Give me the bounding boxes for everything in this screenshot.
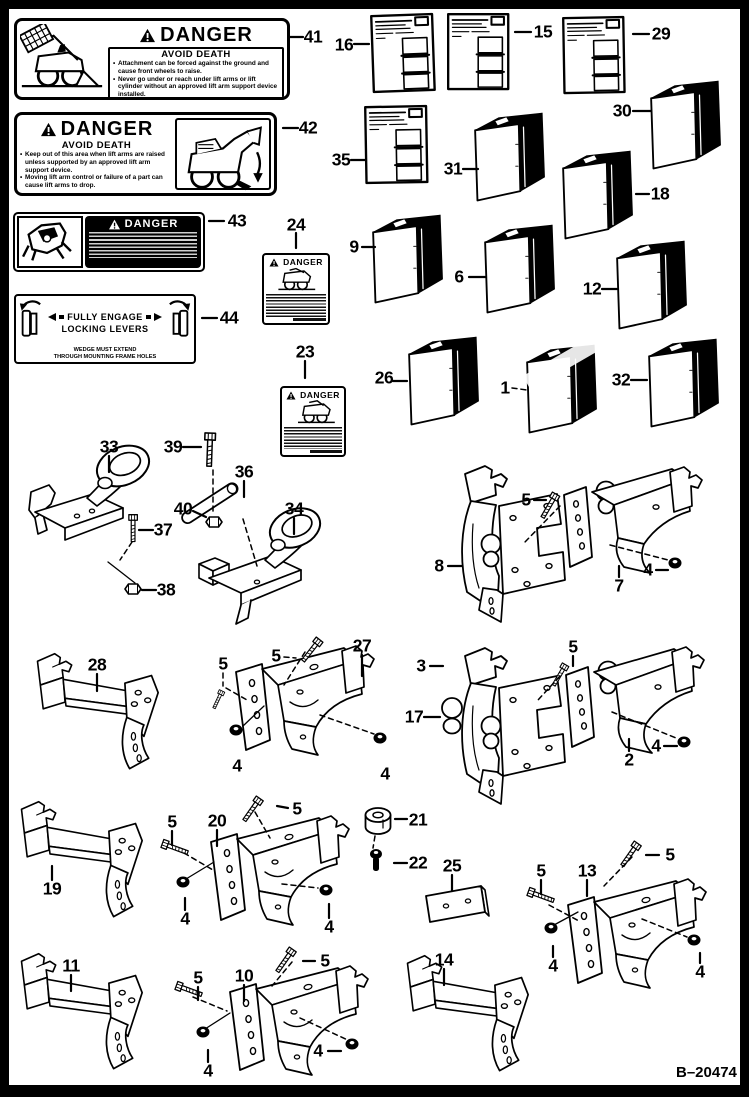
bracket-13 (568, 879, 706, 988)
part-number-callout: 5 (536, 860, 546, 881)
part-number-callout: 5 (271, 645, 281, 666)
part-number-callout: 42 (298, 117, 318, 138)
part-number-callout: 4 (232, 755, 242, 776)
nut-4f (320, 885, 333, 896)
bracket-7 (564, 467, 702, 573)
loader-illustration (266, 267, 326, 293)
locking-levers-decal-44 (14, 294, 196, 364)
part-number-callout: 28 (87, 654, 107, 675)
danger-43-panel (85, 216, 201, 268)
bracket-14 (408, 956, 529, 1071)
nut-connector-lines (108, 562, 578, 1029)
skid-steer-lift-arm-art (177, 120, 265, 194)
skid-steer-raised-attachment-art (20, 24, 104, 96)
part-number-callout: 13 (577, 860, 597, 881)
figure-code: B–20474 (676, 1064, 737, 1081)
bracket-3 (462, 648, 565, 804)
danger-decal-42 (14, 112, 277, 196)
bracket-10 (230, 966, 368, 1075)
part-number-callout: 4 (324, 916, 334, 937)
plate-25 (426, 886, 489, 922)
part-number-callout: 16 (334, 34, 354, 55)
part-number-callout: 38 (156, 579, 176, 600)
part-number-callout: 24 (286, 214, 306, 235)
part-number-callout: 5 (193, 967, 203, 988)
bolt-5f (241, 796, 263, 823)
danger-decal-24 (262, 253, 330, 325)
part-number-callout: 20 (207, 810, 227, 831)
part-number-callout: 25 (442, 855, 462, 876)
fine-print-bars (266, 294, 326, 317)
warning-triangle-icon (139, 28, 156, 43)
machine-illustration (17, 216, 83, 268)
loader-illustration (20, 24, 108, 94)
danger-header (108, 24, 284, 47)
part-number-callout: 4 (203, 1060, 213, 1081)
bolt-5h (619, 841, 641, 868)
danger-41-textbox (108, 47, 284, 100)
part-number-callout: 4 (180, 908, 190, 929)
danger-header (20, 118, 173, 141)
danger-42-bullets (20, 151, 173, 189)
danger-decal-41 (14, 18, 290, 100)
lock-lever-icon (168, 298, 192, 342)
part-number-callout: 23 (295, 341, 315, 362)
danger-word: DANGER (160, 24, 253, 46)
part-number-callout: 5 (218, 653, 228, 674)
box-12 (617, 241, 686, 328)
nut-4j (346, 1039, 359, 1050)
part-number-callout: 4 (380, 763, 390, 784)
part-number-callout: 5 (292, 798, 302, 819)
bullet: • Attachment can be forced against the ground and cause front wheels to raise. (113, 60, 279, 75)
bracket-11 (22, 954, 143, 1069)
part-number-callout: 26 (374, 367, 394, 388)
danger-word: DANGER (300, 390, 340, 400)
wedge-note-line2: THROUGH MOUNTING FRAME HOLES (53, 353, 157, 360)
loader-illustration (175, 118, 271, 190)
danger-header (284, 390, 342, 400)
wedge-note-line1: WEDGE MUST EXTEND (73, 347, 137, 354)
part-number-callout: 12 (582, 278, 602, 299)
part-number-callout: 29 (651, 23, 671, 44)
ball-17 (442, 698, 462, 734)
fully-engage-row (48, 312, 162, 322)
part-number-callout: 4 (643, 559, 653, 580)
warning-triangle-icon (286, 391, 296, 400)
part-number-callout: 5 (167, 811, 177, 832)
danger-decal-43 (13, 212, 205, 272)
part-number-callout: 3 (416, 655, 426, 676)
avoid-death-heading: AVOID DEATH (161, 49, 231, 60)
wedge-note (18, 347, 192, 360)
part-number-callout: 4 (548, 955, 558, 976)
part-number-callout: 18 (650, 183, 670, 204)
nut-4i (197, 1027, 210, 1038)
bushing-21 (366, 808, 391, 834)
decal-code-bar (310, 450, 342, 453)
part-number-callout: 33 (99, 436, 119, 457)
nut-4d (678, 737, 691, 748)
part-number-callout: 35 (331, 149, 351, 170)
bullet: • Moving lift arm control or failure of a part can cause lift arms to drop. (20, 174, 173, 189)
box-18 (563, 151, 632, 238)
fully-engage-text: FULLY ENGAGE (67, 311, 143, 322)
part-number-callout: 4 (313, 1040, 323, 1061)
part-number-callout: 7 (614, 575, 624, 596)
part-number-callout: 5 (521, 489, 531, 510)
box-31 (475, 113, 544, 200)
danger-word: DANGER (124, 218, 179, 230)
box-6 (485, 225, 554, 312)
box-32 (649, 339, 718, 426)
box-26 (409, 337, 478, 424)
fine-print-bars (89, 232, 197, 258)
danger-header (266, 257, 326, 267)
warning-triangle-icon (108, 219, 121, 230)
part-number-callout: 6 (454, 266, 464, 287)
danger-header (89, 218, 197, 230)
decal-code-bar (113, 99, 204, 100)
part-number-callout: 15 (533, 21, 553, 42)
part-number-callout: 27 (352, 635, 372, 656)
part-number-callout: 8 (434, 555, 444, 576)
locking-levers-text: LOCKING LEVERS (61, 323, 149, 334)
warning-triangle-icon (269, 258, 279, 267)
danger-word: DANGER (283, 257, 323, 267)
nut-38 (125, 584, 141, 594)
decal-code-bar (293, 318, 326, 321)
part-number-callout: 41 (303, 26, 323, 47)
part-number-callout: 34 (284, 498, 304, 519)
part-number-callout: 9 (349, 236, 359, 257)
danger-decal-23 (280, 386, 346, 457)
part-number-callout: 5 (320, 950, 330, 971)
nut-4c (374, 733, 387, 744)
sheet-15 (448, 14, 508, 89)
machine-sketch-art (19, 218, 75, 264)
loader-illustration (284, 400, 342, 426)
nut-4b (230, 725, 243, 736)
part-number-callout: 5 (568, 636, 578, 657)
part-number-callout: 4 (695, 961, 705, 982)
part-number-callout: 39 (163, 436, 183, 457)
bolt-37 (129, 515, 138, 542)
part-number-callout: 19 (42, 878, 62, 899)
bolt-22 (370, 849, 382, 871)
part-number-callout: 22 (408, 852, 428, 873)
box-9 (373, 215, 442, 302)
bracket-19 (22, 802, 143, 917)
part-number-callout: 5 (665, 844, 675, 865)
danger-41-bullets (113, 60, 279, 98)
bolt-5b (211, 690, 224, 710)
part-number-callout: 43 (227, 210, 247, 231)
mini-loader-art (266, 267, 326, 291)
part-number-callout: 4 (651, 735, 661, 756)
arrow-left-icon (48, 313, 56, 321)
part-number-callout: 32 (611, 369, 631, 390)
bracket-28 (38, 654, 159, 769)
part-number-callout: 1 (500, 377, 510, 398)
sheet-29 (563, 17, 624, 93)
lever-33 (29, 438, 155, 540)
part-number-callout: 31 (443, 158, 463, 179)
bullet: • Never go under or reach under lift arms or lift cylinder without an approved lift arm support device installed. (113, 76, 279, 99)
part-number-callout: 36 (234, 461, 254, 482)
part-number-callout: 17 (404, 706, 424, 727)
avoid-death-heading: AVOID DEATH (61, 140, 132, 151)
part-number-callout: 30 (612, 100, 632, 121)
part-number-callout: 21 (408, 809, 428, 830)
mini-loader-art (284, 400, 344, 424)
danger-word: DANGER (60, 118, 154, 140)
nut-40 (206, 517, 222, 527)
box-30 (651, 81, 720, 168)
arrow-right-tail (146, 315, 151, 319)
part-number-callout: 11 (62, 955, 80, 976)
part-number-callout: 40 (173, 498, 193, 519)
part-number-callout: 44 (219, 307, 239, 328)
part-number-callout: 10 (234, 965, 254, 986)
bracket-8 (462, 466, 565, 622)
bolt-39 (204, 433, 216, 467)
part-number-callout: 2 (624, 749, 634, 770)
sheet-35 (365, 106, 427, 183)
part-number-callout: 14 (434, 949, 454, 970)
part-number-callout: 37 (153, 519, 173, 540)
bullet: • Keep out of this area when lift arms are raised unless supported by an approved lift arm support device. (20, 151, 173, 174)
sheet-16 (371, 14, 434, 92)
arrow-right-icon (154, 313, 162, 321)
fine-print-bars (284, 427, 342, 449)
warning-triangle-icon (40, 122, 57, 137)
arrow-left-tail (59, 315, 64, 319)
nut-4a (669, 558, 682, 569)
nut-4h (688, 935, 701, 946)
lock-lever-icon (18, 298, 42, 342)
